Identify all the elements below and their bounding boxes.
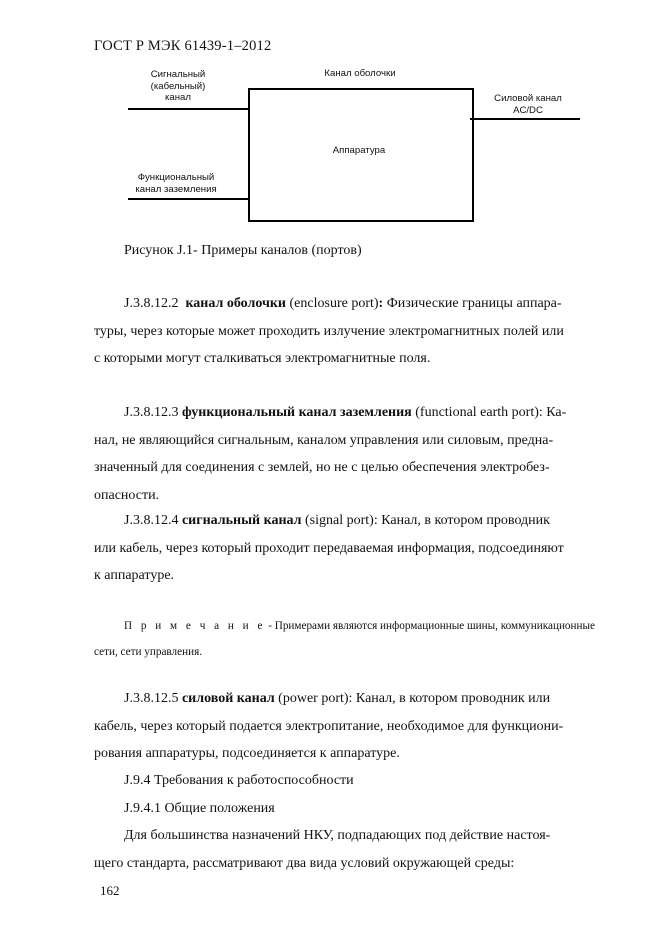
term-power-port: силовой канал [181,691,275,706]
signal-port-line [128,108,248,110]
page-number: 162 [100,883,120,898]
document-header: ГОСТ Р МЭК 61439-1–2012 [94,38,272,54]
power-port-line [470,118,580,120]
heading-performance-requirements: J.9.4 Требования к работоспособности [124,773,354,788]
figure-caption: Рисунок J.1- Примеры каналов (портов) [124,243,362,258]
note-prefix: П р и м е ч а н и е [124,620,266,632]
section-functional-earth-port: J.3.8.12.3 функциональный канал заземления (functional earth port): Ка- нал, не являющийся сигнальным, каналом управления или силовым, предна- значенный для соединения с землей, но не с целью обеспечения электробез- опасности. [94,405,567,503]
section-power-port: J.3.8.12.5 силовой канал (power port): Канал, в котором проводник или кабель, через который подается электропитание, необходимое для функциони- рования аппаратуры, подсоединяется к аппаратуре. [94,691,564,762]
enclosure-port-label: Канал оболочки [324,68,396,79]
equipment-label: Аппаратура [332,145,386,156]
signal-port-label: Сигнальный (кабельный) канал [150,69,206,103]
term-functional-earth-port: функциональный канал заземления [181,405,412,420]
term-signal-port: сигнальный канал [181,513,302,528]
power-port-label: Силовой канал AC/DC [494,93,562,116]
note-block: П р и м е ч а н и е - Примерами являются информационные шины, коммуникационные сети, сети управления. [94,620,595,658]
section-enclosure-port: J.3.8.12.2 канал оболочки (enclosure port): Физические границы аппара- туры, через которые может проходить излучение электромагнитных полей или с которыми могут сталкиваться электромагнитные поля. [94,296,564,367]
earth-port-line [128,198,248,200]
term-enclosure-port: канал оболочки [185,296,287,311]
section-requirements: J.9.4 Требования к работоспособности J.9.4.1 Общие положения Для большинства назначений НКУ, подпадающих под действие настоя- щего стандарта, рассматривают два вида условий окружающей среды: [94,767,622,877]
earth-port-label: Функциональный канал заземления [135,172,217,195]
section-signal-port: J.3.8.12.4 сигнальный канал (signal port): Канал, в котором проводник или кабель, через который проходит передаваемая информация, подсоединяют к аппаратуре. [94,513,564,584]
heading-general: J.9.4.1 Общие положения [124,800,275,816]
